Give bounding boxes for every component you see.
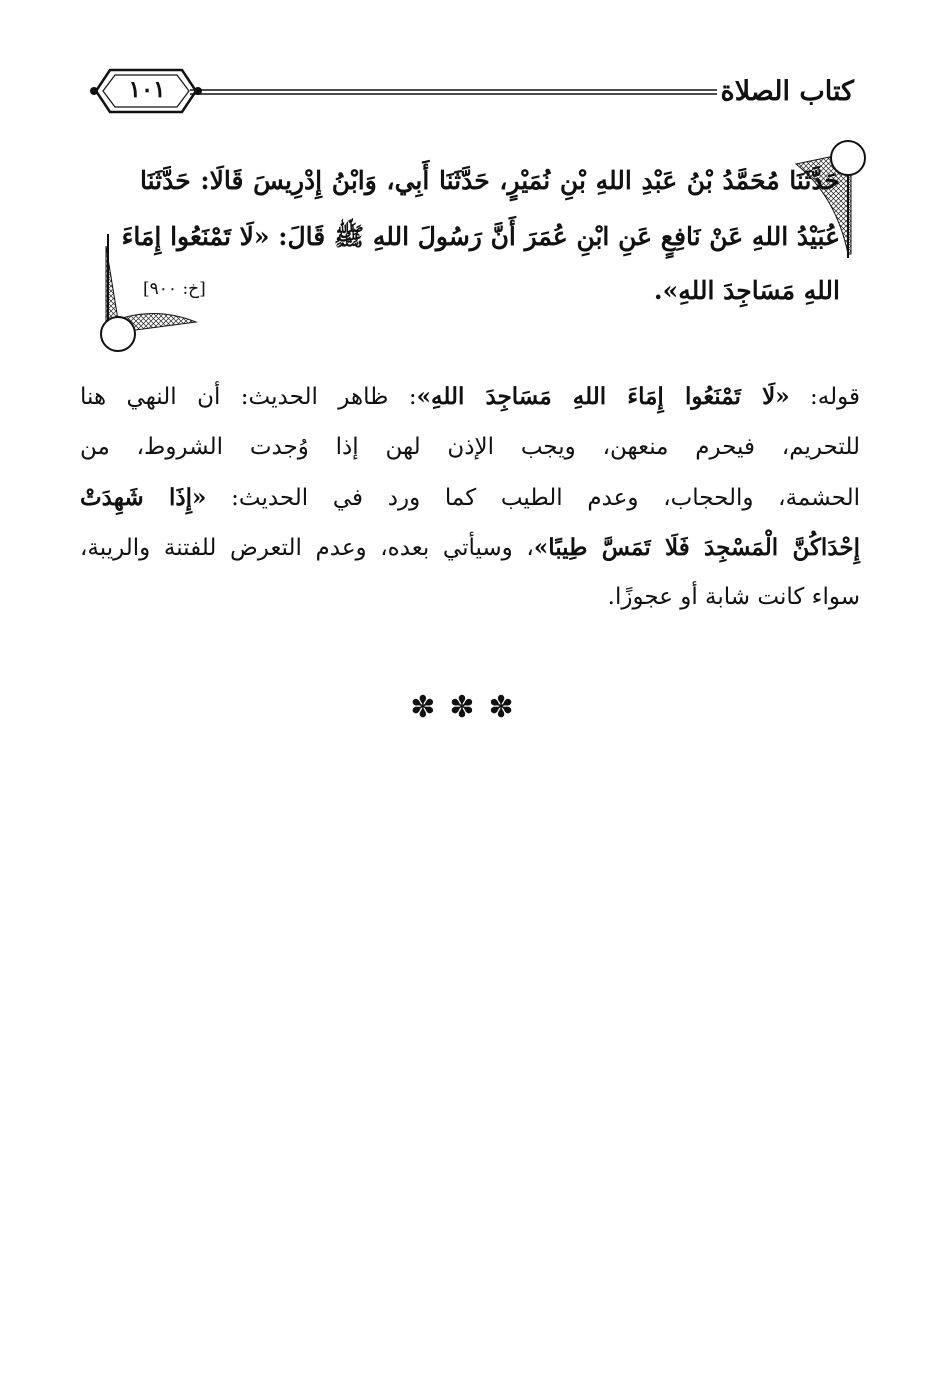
quoted-hadith: إِحْدَاكُنَّ الْمَسْجِدَ فَلَا تَمَسَّ طِيبًا» [533,534,860,561]
commentary-text: ، وسيأتي بعده، وعدم التعرض للفتنة والريبة، [80,535,534,561]
hadith-text-line: حَدَّثَنَا مُحَمَّدُ بْنُ عَبْدِ اللهِ بْنِ نُمَيْرٍ، حَدَّثَنَا أَبِي، وَابْنُ إِدْرِيسَ قَالَا: حَدَّثَنَا [140,166,840,195]
commentary-text: : ظاهر الحديث: أن النهي هنا [80,384,417,410]
commentary-text: الحشمة، والحجاب، وعدم الطيب كما ورد في الحديث: [206,485,860,511]
quoted-hadith: «لَا تَمْنَعُوا إِمَاءَ اللهِ مَسَاجِدَ اللهِ» [416,383,790,410]
hadith-reference: [خ: ٩٠٠] [143,279,206,299]
commentary-line [80,536,860,560]
quoted-hadith: «إِذَا شَهِدَتْ [80,484,207,511]
commentary-line [80,486,860,510]
page-number: ١٠١ [128,76,166,103]
section-separator-ornament: ✽✽✽ [410,690,528,725]
commentary-line [80,385,860,409]
chapter-title: كتاب الصلاة [720,76,854,107]
commentary-line: للتحريم، فيحرم منعهن، ويجب الإذن لهن إذا وُجدت الشروط، من [80,434,860,460]
hadith-text-line: اللهِ مَسَاجِدَ اللهِ». [653,276,840,305]
commentary-line: سواء كانت شابة أو عجوزًا. [607,584,860,610]
header-rule [190,88,717,98]
commentary-prefix: قوله: [789,384,861,410]
hadith-text-line: عُبَيْدُ اللهِ عَنْ نَافِعٍ عَنِ ابْنِ عُمَرَ أَنَّ رَسُولَ اللهِ ﷺ قَالَ: «لَا تَمْنَعُوا إِمَاءَ [121,222,840,251]
